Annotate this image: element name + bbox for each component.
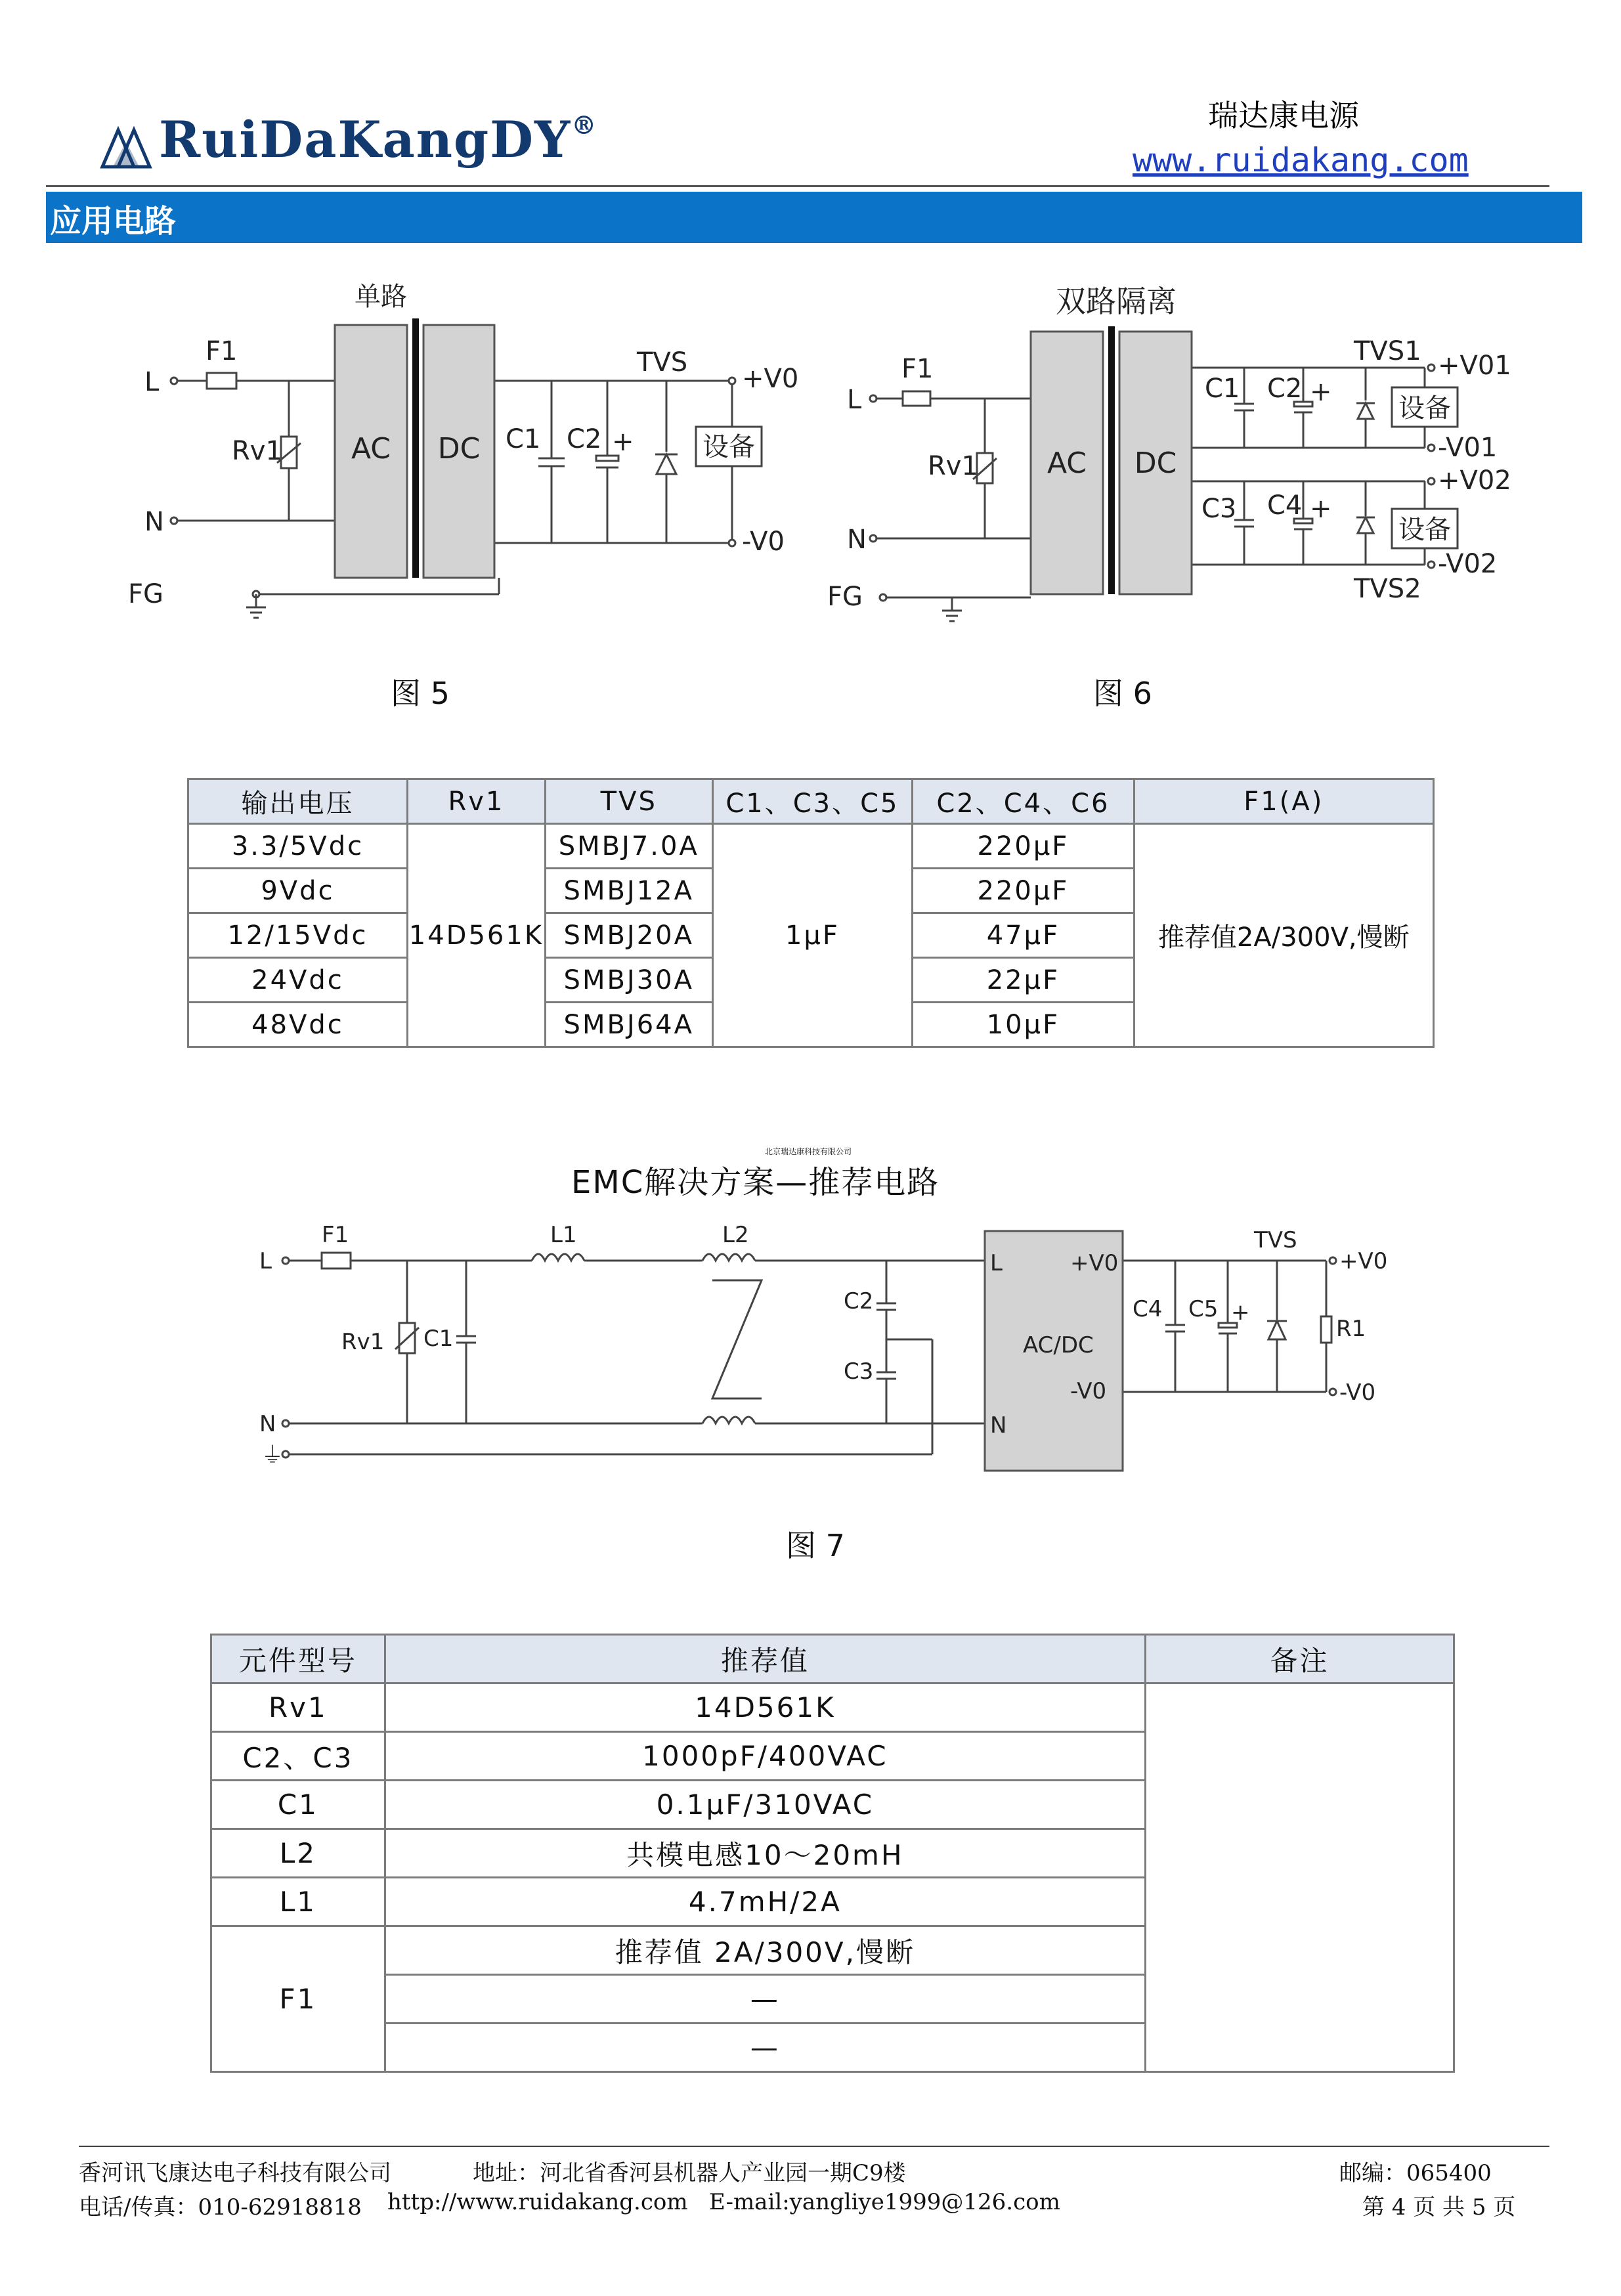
- t2-value: 14D561K: [385, 1683, 1145, 1732]
- fig6-label-vo1-neg: -V01: [1438, 433, 1498, 463]
- fig6-label-Rv1: Rv1: [928, 451, 978, 481]
- fig6-label-plus-2: +: [1310, 494, 1332, 524]
- fig7-title: EMC解决方案—推荐电路: [571, 1164, 940, 1201]
- fig6-label-device-2: 设备: [1398, 515, 1451, 545]
- fig5-label-C2: C2: [567, 424, 602, 454]
- t2-header-value: 推荐值: [385, 1635, 1145, 1683]
- figure-7-emc-circuit: [249, 1215, 1405, 1477]
- output-voltage-component-table: [187, 778, 1435, 1048]
- figure-5-single-output-circuit: [118, 263, 827, 630]
- t2-part-f1: F1: [211, 1926, 385, 2072]
- section-bar: [46, 192, 1582, 243]
- footer-page-number: 第 4 页 共 5 页: [1362, 2194, 1516, 2220]
- t1-header-f1: F1(A): [1134, 779, 1433, 824]
- t1-tvs: SMBJ20A: [545, 913, 712, 958]
- t2-value: 1000pF/400VAC: [385, 1732, 1145, 1781]
- t2-part: L2: [211, 1829, 385, 1878]
- fig5-label-L: L: [144, 367, 160, 397]
- fig6-label-vo2-pos: +V02: [1438, 466, 1511, 496]
- fig5-label-AC: AC: [351, 432, 391, 466]
- t1-voltage: 9Vdc: [188, 869, 408, 913]
- t2-f1-value: —: [385, 2024, 1145, 2072]
- company-website-link[interactable]: www.ruidakang.com: [1133, 141, 1469, 179]
- t1-rv1-value: 14D561K: [407, 824, 545, 1047]
- t2-f1-value: 推荐值 2A/300V,慢断: [385, 1926, 1145, 1975]
- fig5-label-TVS: TVS: [637, 347, 688, 378]
- fig7-label-L: L: [259, 1248, 272, 1274]
- fig6-label-C3: C3: [1201, 494, 1237, 524]
- t2-header-note: 备注: [1145, 1635, 1454, 1683]
- fig6-label-vo2-neg: -V02: [1438, 549, 1498, 579]
- fig7-label-C5: C5: [1188, 1296, 1219, 1322]
- fig7-label-Rv1: Rv1: [341, 1329, 385, 1355]
- ground-icon: ⏚: [261, 1442, 284, 1469]
- fig5-label-FG: FG: [128, 579, 164, 609]
- fig7-pin-N: N: [990, 1412, 1007, 1439]
- fig6-label-AC: AC: [1047, 446, 1087, 480]
- figure-7-caption: 图 7: [786, 1528, 845, 1563]
- fig7-tiny-label: 北京瑞达康科技有限公司: [765, 1147, 852, 1156]
- fig7-label-N: N: [259, 1411, 276, 1437]
- fig7-label-TVS: TVS: [1254, 1227, 1297, 1253]
- fig5-title: 单路: [355, 282, 407, 312]
- fig7-pin-vo-pos: +V0: [1070, 1250, 1119, 1276]
- t1-c2: 22μF: [913, 958, 1134, 1003]
- footer-divider: [79, 2146, 1549, 2147]
- fig6-label-plus-1: +: [1310, 377, 1332, 407]
- fig6-label-C2: C2: [1267, 374, 1303, 404]
- fig6-title: 双路隔离: [1056, 284, 1177, 319]
- logo-text: RuiDaKangDY: [159, 110, 572, 169]
- figure-6-caption: 图 6: [1093, 676, 1152, 711]
- t1-tvs: SMBJ64A: [545, 1003, 712, 1047]
- fig5-label-DC: DC: [437, 432, 481, 466]
- t1-tvs: SMBJ30A: [545, 958, 712, 1003]
- fig7-label-R1: R1: [1336, 1316, 1366, 1342]
- fig6-label-TVS1: TVS1: [1354, 336, 1421, 366]
- t1-header-c2: C2、C4、C6: [913, 779, 1134, 824]
- emc-component-table: [210, 1634, 1455, 2073]
- t1-header-voltage: 输出电压: [188, 779, 408, 824]
- t1-c2: 220μF: [913, 824, 1134, 869]
- fig6-label-FG: FG: [827, 582, 863, 612]
- t1-voltage: 12/15Vdc: [188, 913, 408, 958]
- fig7-label-vo-neg: -V0: [1339, 1379, 1376, 1406]
- company-logo: [98, 110, 598, 176]
- t2-part: C2、C3: [211, 1732, 385, 1781]
- fig7-label-L2: L2: [722, 1222, 749, 1248]
- fig5-label-plus: +: [612, 427, 634, 457]
- t1-header-rv1: Rv1: [407, 779, 545, 824]
- t1-voltage: 48Vdc: [188, 1003, 408, 1047]
- fig5-label-vo-pos: +V0: [742, 364, 799, 394]
- t2-header-part: 元件型号: [211, 1635, 385, 1683]
- t2-value: 4.7mH/2A: [385, 1878, 1145, 1926]
- fig7-label-plus: +: [1231, 1299, 1250, 1326]
- footer-phone: 电话/传真：010-62918818: [79, 2194, 362, 2220]
- fig7-label-C3: C3: [844, 1358, 874, 1385]
- header-divider: [46, 185, 1549, 187]
- figure-5-caption: 图 5: [391, 676, 450, 711]
- fig7-pin-L: L: [990, 1250, 1003, 1276]
- fig6-label-L: L: [847, 385, 862, 415]
- t1-header-tvs: TVS: [545, 779, 712, 824]
- fig6-label-vo1-pos: +V01: [1438, 351, 1511, 381]
- fig6-label-device-1: 设备: [1398, 393, 1451, 423]
- footer-web-link[interactable]: http://www.ruidakang.com: [387, 2189, 688, 2215]
- t1-c2: 10μF: [913, 1003, 1134, 1047]
- footer-company: 香河讯飞康达电子科技有限公司: [79, 2160, 391, 2186]
- t2-part: Rv1: [211, 1683, 385, 1732]
- t1-f1-value: 推荐值2A/300V,慢断: [1134, 824, 1433, 1047]
- t1-c2: 47μF: [913, 913, 1134, 958]
- t2-part: C1: [211, 1781, 385, 1829]
- t2-value: 共模电感10～20mH: [385, 1829, 1145, 1878]
- fig5-label-C1: C1: [506, 424, 541, 454]
- t1-voltage: 24Vdc: [188, 958, 408, 1003]
- fig5-label-device: 设备: [702, 432, 755, 462]
- fig6-label-N: N: [847, 525, 867, 555]
- fig5-label-F1: F1: [205, 336, 238, 366]
- fig6-label-F1: F1: [901, 354, 934, 384]
- fig7-label-vo-pos: +V0: [1339, 1248, 1388, 1274]
- fig5-label-N: N: [144, 507, 164, 537]
- t2-value: 0.1μF/310VAC: [385, 1781, 1145, 1829]
- t1-tvs: SMBJ12A: [545, 869, 712, 913]
- fig7-pin-vo-neg: -V0: [1070, 1378, 1107, 1404]
- t2-note-cell: [1145, 1683, 1454, 2072]
- t2-f1-value: —: [385, 1975, 1145, 2024]
- fig5-label-vo-neg: -V0: [742, 527, 785, 557]
- t2-part: L1: [211, 1878, 385, 1926]
- t1-voltage: 3.3/5Vdc: [188, 824, 408, 869]
- footer-postcode: 邮编：065400: [1339, 2160, 1492, 2186]
- t1-c2: 220μF: [913, 869, 1134, 913]
- footer-email-link[interactable]: E-mail:yangliye1999@126.com: [709, 2189, 1060, 2215]
- figure-6-dual-isolated-circuit: [821, 263, 1543, 643]
- fig7-module-label: AC/DC: [1023, 1332, 1094, 1358]
- fig7-label-C1: C1: [423, 1326, 454, 1352]
- fig6-label-C4: C4: [1267, 490, 1303, 521]
- t1-header-c1: C1、C3、C5: [712, 779, 913, 824]
- fig6-label-C1: C1: [1205, 374, 1240, 404]
- t1-c1-value: 1μF: [712, 824, 913, 1047]
- fig7-label-F1: F1: [322, 1222, 349, 1248]
- fig7-label-C2: C2: [844, 1288, 874, 1314]
- t1-tvs: SMBJ7.0A: [545, 824, 712, 869]
- logo-mark-icon: [98, 117, 154, 172]
- fig6-label-TVS2: TVS2: [1354, 574, 1421, 604]
- section-title: 应用电路: [50, 203, 177, 240]
- registered-mark: ®: [571, 110, 598, 140]
- footer-address: 地址：河北省香河县机器人产业园一期C9楼: [473, 2160, 906, 2186]
- fig7-label-C4: C4: [1133, 1296, 1163, 1322]
- company-name: 瑞达康电源: [1208, 98, 1359, 133]
- fig5-label-Rv1: Rv1: [232, 436, 282, 466]
- fig7-label-L1: L1: [550, 1222, 577, 1248]
- fig6-label-DC: DC: [1134, 446, 1177, 480]
